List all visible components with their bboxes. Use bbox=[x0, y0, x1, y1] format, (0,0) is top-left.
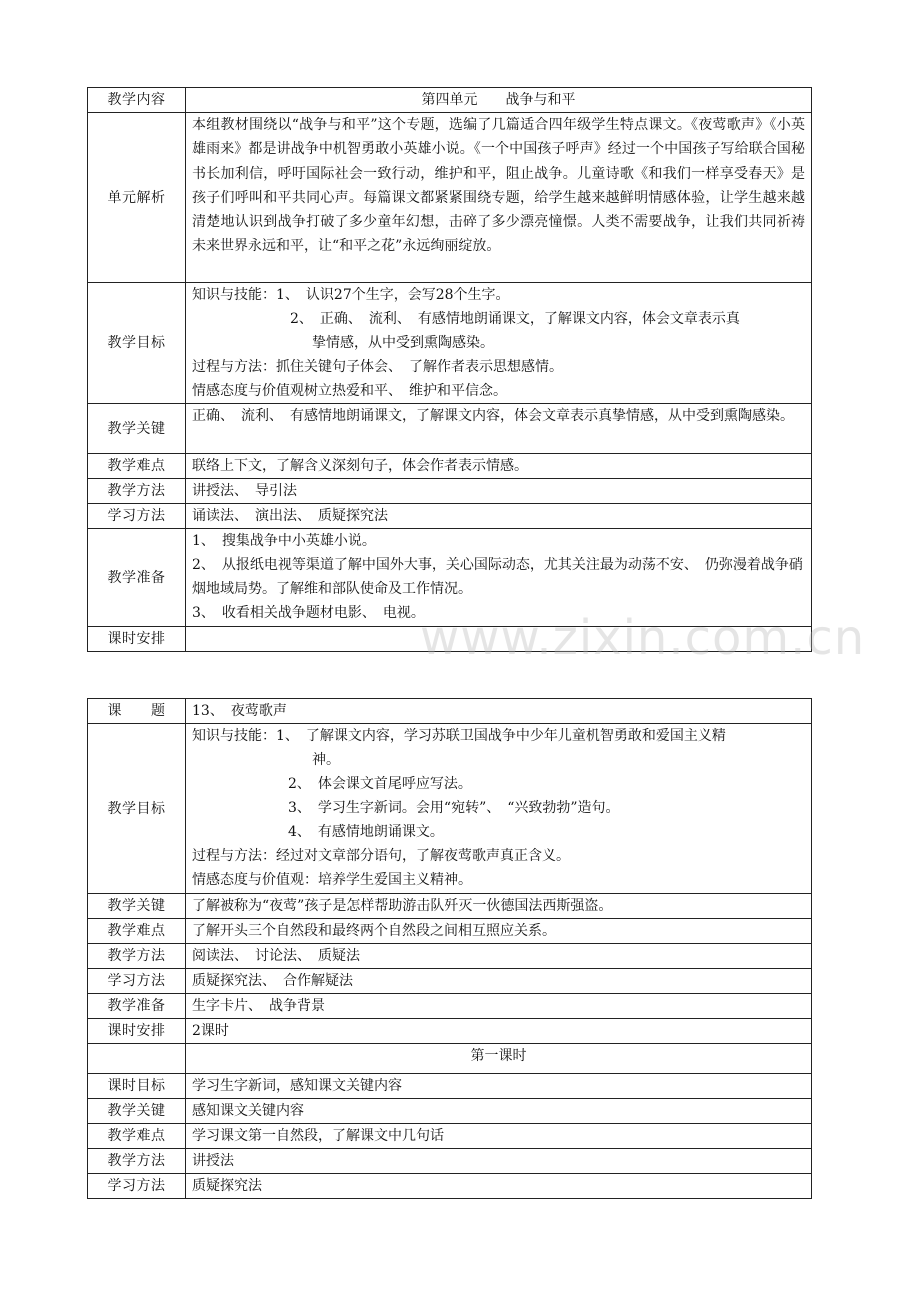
row-label: 学习方法 bbox=[88, 969, 186, 994]
table-row bbox=[88, 944, 812, 969]
row-label bbox=[88, 1044, 186, 1074]
goal-line: 知识与技能：1、 认识27个生字，会写28个生字。 bbox=[192, 287, 510, 303]
row-label: 学习方法 bbox=[88, 1174, 186, 1199]
row-label: 课时目标 bbox=[88, 1074, 186, 1099]
unit-title: 第四单元 战争与和平 bbox=[186, 88, 812, 113]
table-row bbox=[88, 1019, 812, 1044]
table-row bbox=[88, 1044, 812, 1074]
goal-line: 2、 体会课文首尾呼应写法。 bbox=[288, 776, 472, 792]
row-label: 教学准备 bbox=[88, 529, 186, 627]
goal-line: 过程与方法：抓住关键句子体会、 了解作者表示思想感情。 bbox=[192, 359, 563, 375]
goal-line: 过程与方法：经过对文章部分语句，了解夜莺歌声真正含义。 bbox=[192, 848, 570, 864]
goal-line: 4、 有感情地朗诵课文。 bbox=[288, 824, 444, 840]
preparation-cell bbox=[186, 529, 812, 627]
period-key-text: 感知课文关键内容 bbox=[186, 1099, 812, 1124]
schedule-text: 2课时 bbox=[186, 1019, 812, 1044]
goal-line: 2、 正确、 流利、 有感情地朗诵课文，了解课文内容，体会文章表示真 bbox=[290, 311, 740, 327]
period-goal-text: 学习生字新词，感知课文关键内容 bbox=[186, 1074, 812, 1099]
row-label: 教学关键 bbox=[88, 894, 186, 919]
table-row bbox=[88, 283, 812, 404]
period-learning-method-text: 质疑探究法 bbox=[186, 1174, 812, 1199]
row-label: 教学准备 bbox=[88, 994, 186, 1019]
row-label: 教学方法 bbox=[88, 944, 186, 969]
difficulty-text: 联络上下文，了解含义深刻句子，体会作者表示情感。 bbox=[186, 454, 812, 479]
difficulty-text: 了解开头三个自然段和最终两个自然段之间相互照应关系。 bbox=[186, 919, 812, 944]
table-row bbox=[88, 969, 812, 994]
table-row bbox=[88, 894, 812, 919]
prep-line: 3、 收看相关战争题材电影、 电视。 bbox=[192, 605, 425, 621]
table-row bbox=[88, 113, 812, 283]
goal-line: 神。 bbox=[312, 752, 340, 768]
period-teaching-method-text: 讲授法 bbox=[186, 1149, 812, 1174]
table-row bbox=[88, 994, 812, 1019]
goal-line: 情感态度与价值观：培养学生爱国主义精神。 bbox=[192, 872, 472, 888]
teaching-method-text: 阅读法、 讨论法、 质疑法 bbox=[186, 944, 812, 969]
row-label: 课 题 bbox=[88, 699, 186, 724]
goal-line: 3、 学习生字新词。会用“宛转”、 “兴致勃勃”造句。 bbox=[288, 800, 620, 816]
period-heading: 第一课时 bbox=[186, 1044, 812, 1074]
table-row bbox=[88, 699, 812, 724]
table-row bbox=[88, 1174, 812, 1199]
goals-cell bbox=[186, 283, 812, 404]
goal-line: 情感态度与价值观树立热爱和平、 维护和平信念。 bbox=[192, 383, 507, 399]
row-label: 教学关键 bbox=[88, 404, 186, 454]
row-label: 教学难点 bbox=[88, 1124, 186, 1149]
unit-analysis-text: 本组教材围绕以“战争与和平”这个专题，选编了几篇适合四年级学生特点课文。《夜莺歌声》《小英雄雨来》都是讲战争中机智勇敢小英雄小说。《一个中国孩子呼声》经过一个中国孩子写给联合国秘书长加利信，呼吁国际社会一致行动，维护和平，阻止战争。儿童诗歌《和我们一样享受春天》是孩子们呼叫和平共同心声。每篇课文都紧紧围绕专题，给学生越来越鲜明情感体验，让学生越来越清楚地认识到战争打破了多少童年幻想，击碎了多少漂亮憧憬。人类不需要战争，让我们共同祈祷未来世界永远和平，让“和平之花”永远绚丽绽放。 bbox=[186, 113, 812, 283]
table-row bbox=[88, 627, 812, 652]
row-label: 教学方法 bbox=[88, 1149, 186, 1174]
learning-method-text: 质疑探究法、 合作解疑法 bbox=[186, 969, 812, 994]
preparation-text: 生字卡片、 战争背景 bbox=[186, 994, 812, 1019]
table-row bbox=[88, 724, 812, 894]
row-label: 教学目标 bbox=[88, 724, 186, 894]
watermark: www.zixin.com.cn bbox=[420, 610, 866, 666]
table-row bbox=[88, 479, 812, 504]
unit-plan-table bbox=[87, 87, 812, 652]
teaching-method-text: 讲授法、 导引法 bbox=[186, 479, 812, 504]
row-label: 课时安排 bbox=[88, 1019, 186, 1044]
prep-line: 1、 搜集战争中小英雄小说。 bbox=[192, 533, 376, 549]
row-label: 教学内容 bbox=[88, 88, 186, 113]
table-row bbox=[88, 454, 812, 479]
table-row bbox=[88, 529, 812, 627]
goals-cell bbox=[186, 724, 812, 894]
lesson-plan-table bbox=[87, 698, 812, 1199]
row-label: 教学难点 bbox=[88, 454, 186, 479]
table-row bbox=[88, 404, 812, 454]
goal-line: 知识与技能：1、 了解课文内容，学习苏联卫国战争中少年儿童机智勇敢和爱国主义精 bbox=[192, 728, 726, 744]
table-row bbox=[88, 1124, 812, 1149]
row-label: 教学关键 bbox=[88, 1099, 186, 1124]
period-difficulty-text: 学习课文第一自然段，了解课文中几句话 bbox=[186, 1124, 812, 1149]
goal-line: 挚情感，从中受到熏陶感染。 bbox=[312, 335, 494, 351]
learning-method-text: 诵读法、 演出法、 质疑探究法 bbox=[186, 504, 812, 529]
prep-line: 2、 从报纸电视等渠道了解中国外大事，关心国际动态，尤其关注最为动荡不安、 仍弥漫着战争硝烟地域局势。了解维和部队使命及工作情况。 bbox=[192, 557, 803, 597]
key-points-text: 正确、 流利、 有感情地朗诵课文，了解课文内容，体会文章表示真挚情感，从中受到熏陶感染。 bbox=[186, 404, 812, 454]
table-row bbox=[88, 504, 812, 529]
table-row bbox=[88, 1074, 812, 1099]
row-label: 教学难点 bbox=[88, 919, 186, 944]
table-row bbox=[88, 88, 812, 113]
row-label: 教学方法 bbox=[88, 479, 186, 504]
row-label: 课时安排 bbox=[88, 627, 186, 652]
row-label: 教学目标 bbox=[88, 283, 186, 404]
row-label: 学习方法 bbox=[88, 504, 186, 529]
row-label: 单元解析 bbox=[88, 113, 186, 283]
schedule-text bbox=[186, 627, 812, 652]
key-points-text: 了解被称为“夜莺”孩子是怎样帮助游击队歼灭一伙德国法西斯强盗。 bbox=[186, 894, 812, 919]
table-row bbox=[88, 919, 812, 944]
table-row bbox=[88, 1099, 812, 1124]
lesson-title: 13、 夜莺歌声 bbox=[186, 699, 812, 724]
table-row bbox=[88, 1149, 812, 1174]
